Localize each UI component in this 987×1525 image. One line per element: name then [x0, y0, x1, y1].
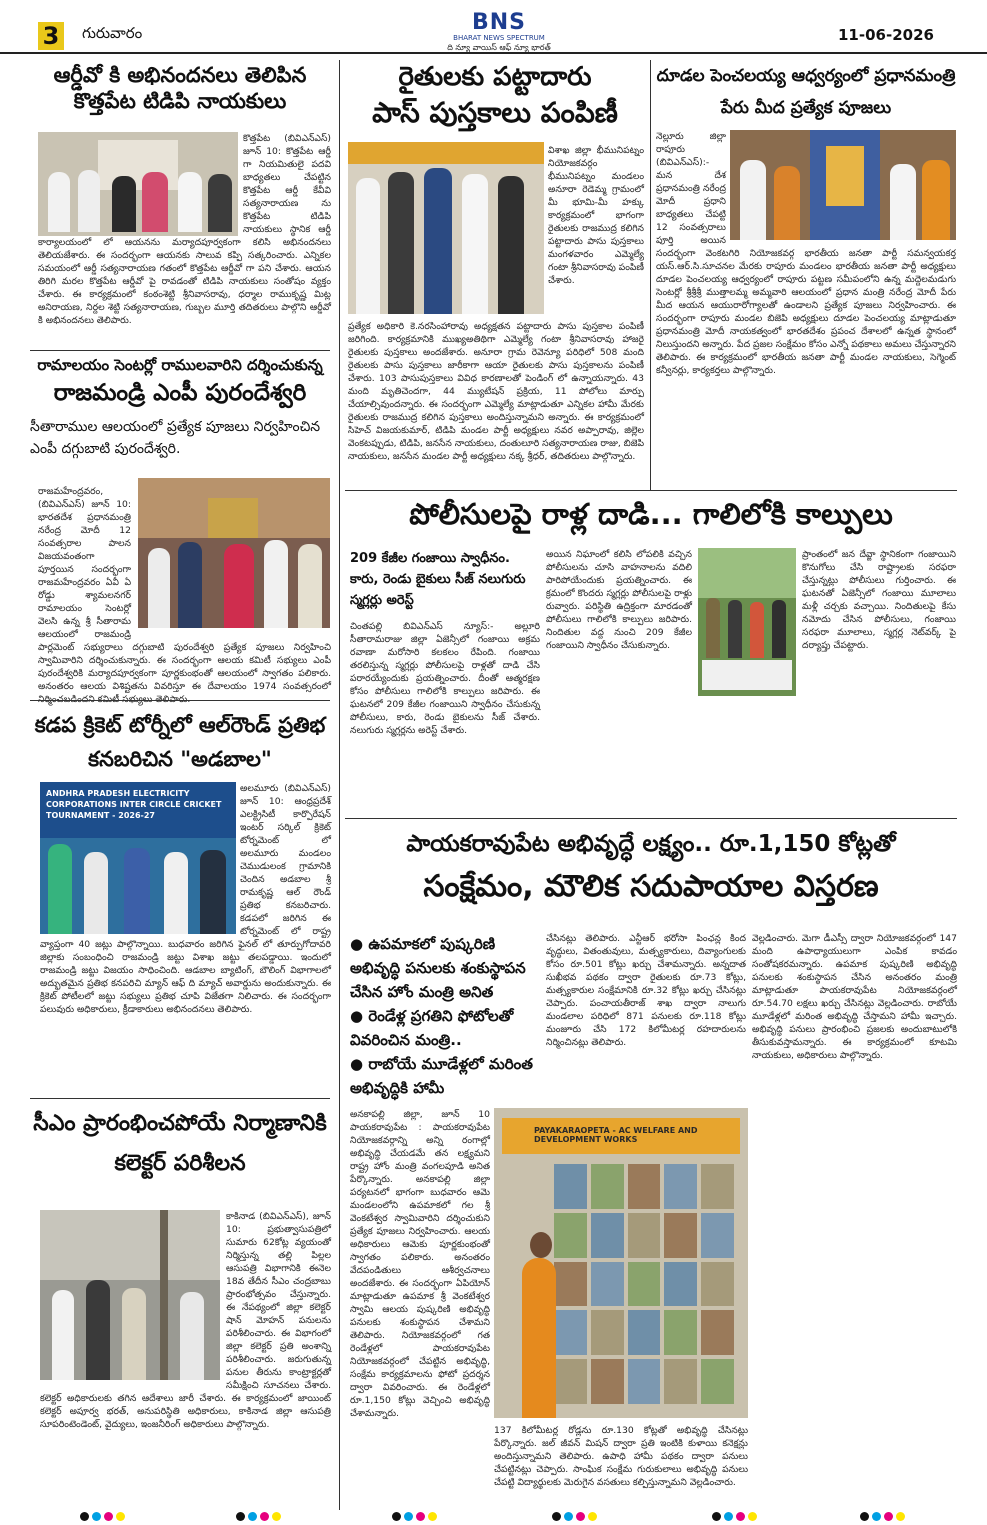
registration-dot — [884, 1512, 893, 1521]
headline: పోలీసులపై రాళ్ల దాడి... గాలిలోకి కాల్పులు — [409, 497, 893, 531]
subheadline: కారు, రెండు బైకులు సీజ్ నలుగురు స్మగ్లర్లు అరెస్ట్ — [350, 572, 526, 608]
article-police — [345, 492, 957, 536]
registration-dot — [736, 1512, 745, 1521]
article-body-top: విశాఖ జిల్లా భీమునిపట్నం నియోజకవర్గం భీమునిపట్నం మండలం అనూరా రెడెమ్మ గ్రామంలో మీ భూమి-మీ హక్కు కార్యక్రమంలో భాగంగా రైతులకు రాజముద్ర కలిగిన పట్టాదారు పాసు పుస్తకాలు మంగళవారం ఎమ్మెల్యే గంటా శ్రీనివాసరావు పంపిణీ చేశారు. — [548, 145, 644, 286]
headline: కడప క్రికెట్ టోర్నీలో ఆల్‌రౌండ్ ప్రతిభ కనబరిచిన "అడబాల" — [34, 713, 326, 771]
kicker: రామాలయం సెంటర్లో రాములవారిని దర్శించుకున్న — [37, 356, 323, 374]
article-rajahmundry — [30, 356, 330, 460]
body-text: ప్రాంతంలో జన దేవ్జా స్థానికంగా గంజాయిని కొనుగోలు చేసి రాష్ట్రాలకు సరఫరా చేస్తున్నట్లు పోలీసులు గుర్తించారు. ఈ ఘటనతో ఏజెన్సీలో గంజాయి మూలాలు మళ్లీ చర్చకు వచ్చాయి. నిందితులపై కేసు నమోదు చేసిన పోలీసులు, గంజాయి సరఫరా మూలాలు, స్మగ్లర్ల నెట్‌వర్క్ పై దర్యాప్తు చేపట్టారు. — [802, 549, 956, 651]
column-divider — [650, 60, 651, 490]
article-puja — [656, 60, 956, 124]
article-body-mid: చేసినట్లు తెలిపారు. ఎన్టీఆర్ భరోసా పింఛన్ల కింద వృద్ధులు, వితంతువులు, మత్స్యకారులు, దివ్యాంగులకు కోసం రూ.501 కోట్లు ఖర్చు చేశామన్నారు. అన్నదాత సుఖీభవ పథకం ద్వారా రైతులకు రూ.73 కోట్లు, మత్స్యకారుల సంక్షేమానికి రూ.32 కోట్లు ఖర్చు చేసినట్లు చెప్పారు. పంచాయతీరాజ్ శాఖ ద్వారా నాలుగు మండలాల పరిధిలో 871 పనులకు రూ.118 కోట్లు మంజూరు చేసి 172 కిలోమీటర్ల రహదారులను నిర్మించినట్లు తెలిపారు. — [546, 933, 746, 1048]
section-rule — [30, 700, 330, 701]
section-rule — [30, 350, 330, 351]
registration-dot — [564, 1512, 573, 1521]
bullet-item: ● రెండేళ్ల ప్రగతిని ఫోటోలతో వివరించిన మంత్రి.. — [350, 1007, 514, 1049]
article-body — [656, 130, 956, 485]
subheadline: 209 కేజీల గంజాయి స్వాధీనం. — [350, 551, 510, 566]
masthead — [0, 0, 987, 54]
article-body — [40, 1210, 331, 1500]
section-rule — [345, 490, 957, 491]
registration-marks — [236, 1512, 281, 1521]
registration-marks — [712, 1512, 757, 1521]
headline: ఆర్డీవో కి అభినందనలు తెలిపిన కొత్తపేట టిడిపి నాయకులు — [53, 63, 307, 114]
headline: రాజమండ్రి ఎంపీ పురందేశ్వరి — [53, 379, 307, 406]
body-text: రాజమహేంద్రవరం, (బివిఎన్‌ఎస్) జూన్ 10: భారతదేశ ప్రధానమంత్రి నరేంద్ర మోదీ 12 సంవత్సరాల పాలన విజయవంతంగా పూర్తయిన సందర్భంగా రాజమహేంద్రవరం ఏవీ ఏ రోడ్డు శ్యామలనగర్ రామాలయం సెంటర్లో వెలసి ఉన్న శ్రీ సీతారామ ఆలయంలో రాజమండ్రి పార్లమెంట్ సభ్యురాలు దగ్గుబాటి పురందేశ్వరి ప్రత్యేక పూజలు నిర్వహించి స్వామివారిని దర్శించుకున్నారు. ఈ సందర్భంగా ఆలయ కమిటీ సభ్యులు ఎంపీ పురందేశ్వరికి మర్యాదపూర్వకంగా పూర్ణకుంభంతో ఆలయంలో స్వాగతం పలికారు. అనంతరం ఆలయ విశిష్టతను వివరిస్తూ ఈ దేవాలయం 1974 సంవత్సరంలో — [38, 486, 331, 692]
police-subheads — [350, 548, 540, 611]
headline: సంక్షేమం, మౌలిక సదుపాయాల విస్తరణ — [423, 869, 879, 904]
bullet-item: ● ఉపమాకలో పుష్కరిణి అభివృద్ధి పనులకు శంకుస్థాపన చేసిన హోం మంత్రి అనిత — [350, 935, 526, 1001]
registration-dot — [872, 1512, 881, 1521]
registration-dot — [860, 1512, 869, 1521]
section-rule — [345, 818, 957, 819]
article-body — [40, 782, 331, 1092]
registration-dot — [588, 1512, 597, 1521]
registration-dot — [80, 1512, 89, 1521]
column-divider — [339, 490, 340, 1510]
headline: పాయకరావుపేట అభివృద్ధే లక్ష్యం.. రూ.1,150 కోట్లతో — [406, 831, 896, 857]
logo — [444, 12, 554, 52]
registration-dot — [428, 1512, 437, 1521]
article-body-right — [752, 932, 957, 1507]
payakaraopeta-bullets — [350, 932, 540, 1100]
body-text: వెల్లడించారు. మెగా డీఎస్సీ ద్వారా నియోజకవర్గంలో 147 మంది ఉపాధ్యాయులుగా ఎంపిక కావడం సంతోషకరమన్నారు. ఉపమాక పుష్కరిణి అభివృద్ధి పనులకు శంకుస్థాపన చేసిన అనంతరం మంత్రి మాట్లాడుతూ పాయకరావుపేట నియోజకవర్గంలో రూ.54.70 లక్షలు ఖర్చు చేసినట్లు వెల్లడించారు. రాబోయే మూడేళ్లలో మరింత అభివృద్ధి చేస్తామని హామీ ఇచ్చారు. అభివృద్ధి పనులు ప్రారంభించి ప్రజలకు అందుబాటులోకి తీసుకువస్తామన్నారు. ఈ కార్యక్రమంలో కూటమి నాయకులు, అధికారులు పాల్గొన్నారు. — [752, 933, 957, 1061]
registration-dot — [236, 1512, 245, 1521]
registration-dot — [248, 1512, 257, 1521]
headline: సీఎం ప్రారంభించపోయే నిర్మాణానికి కలెక్టర్ పరిశీలన — [33, 1111, 327, 1176]
registration-dot — [116, 1512, 125, 1521]
registration-marks — [552, 1512, 597, 1521]
section-rule — [30, 1098, 330, 1099]
registration-marks — [860, 1512, 905, 1521]
headline: దూడల పెంచలయ్య ఆధ్వర్యంలో ప్రధానమంత్రి పేరు మీద ప్రత్యేక పూజలు — [656, 66, 956, 118]
body-text: అలమూరు (బివిఎన్‌ఎస్) జూన్ 10: ఆంధ్రప్రదేశ్ ఎలక్ట్రిసిటీ కార్పొరేషన్ ఇంటర్ సర్కిల్ క్రికెట్ టోర్నమెంట్ లో అలమూరు మండలం చెముడులంక గ్రామానికి చెందిన అడబాల శ్రీ రామకృష్ణ ఆల్ రౌండ్ ప్రతిభ కనబరిచారు. కడపలో జరిగిన ఈ టోర్నమెంట్ లో రాష్ట్ర వ్యాప్తంగా 40 జట్లు పాల్గొన్నాయి. బుధవారం జరిగిన ఫైనల్ లో తూర్పుగోదావరి జిల్లాకు సంబంధించి రాజమండ్రి జట్టు విశాఖ జట్టు తలపడ్డాయి. ఇందులో రాజమండ్రి జట్టు విజయం సాధించింది. ఆడబాల బ్యాటింగ్, బౌలింగ్ విభాగాలలో అద్భుతమైన ప్రతిభ కనపరిచి మ్యాన్ ఆఫ్ ది మ్యాచ్ అవార్డును అందుకున్నారు. ఈ క్రికెట్ పోటీలలో జట్టు సభ్యులు ప్రతిభ చూపి విజేతగా నిలిచారు. ఈ సందర్భంగా పలువురు అధికారులు, క్రీడాకారులు అభినందనలు తెలిపారు. — [40, 783, 331, 1015]
article-body — [38, 485, 331, 695]
banner-text: ANDHRA PRADESH ELECTRICITY CORPORATIONS INTER CIRCLE CRICKET TOURNAMENT - 2026-27 — [46, 789, 222, 820]
headline: రైతులకు పట్టాదారు — [398, 62, 592, 92]
logo-tagline: ది న్యూ వాయిస్ ఆఫ్ న్యూ భారత్ — [447, 43, 551, 52]
registration-dot — [260, 1512, 269, 1521]
article-body — [38, 132, 331, 340]
article-pattadar — [345, 60, 645, 132]
photo-exhibit — [494, 1108, 748, 1418]
logo-mark: BNS — [471, 10, 527, 35]
column-divider — [339, 60, 340, 490]
registration-dot — [92, 1512, 101, 1521]
registration-marks — [392, 1512, 437, 1521]
article-body-2: అయిన నిఘాంలో కలిసి లోపలికి వచ్చిన పోలీసులను చూసి వాహనాలను వదిలి పారిపోయేందుకు ప్రయత్నించారు. ఈ క్రమంలో కొందరు స్మగ్లర్లు పోలీసులపై రాళ్లు రువ్వారు. పరిస్థితి ఉద్రిక్తంగా మారడంతో పోలీసులు గాలిలోకి కాల్పులు జరిపారు. నిందితుల వద్ద నుంచి 209 కేజీల గంజాయిని స్వాధీనం చేసుకున్నారు. — [546, 549, 692, 651]
registration-dot — [724, 1512, 733, 1521]
article-body: ప్రత్యేక అధికారి కె.నరసింహారావు అధ్యక్షతన పట్టాదారు పాసు పుస్తకాల పంపిణీ జరిగింది. కార్యక్రమానికి ముఖ్యఅతిథిగా ఎమ్మెల్యే గంటా శ్రీనివాసరావు హాజరై రైతులకు పుస్తకాలు అందజేశారు. అనూరా గ్రామ రెవెన్యూ పరిధిలో 508 మంది రైతులకు పాసు పుస్తకాలు జారీకాగా ఆయా రైతులకు పాసు పుస్తకాలను పంపిణీ చేశారు. 103 పాసుపుస్తకాలు వివిధ కారణాలతో పెండింగ్ లో ఉన్నాయన్నారు. 43 మంది మృతిచెందగా, 44 మ్యుటేషన్ ప్రక్రియ, 11 పోలోలు మార్పు చేయాల్సివుందన్నారు. ఈ సందర్భంగా ఎమ్మెల్యే మాట్లాడుతూ ఎన్నికల హామీ మేరకు రైతులకు రాజముద్ర కలిగిన పుస్తకాలు అందిస్తున్నామని అన్నారు. ఈ కార్యక్రమంలో సిహెచ్ విజయకుమార్, టిడిపి మండల పార్టీ అధ్యక్షులు నవర అప్పారావు, జిల్లెల వెంకటప్పుడు, టిడిపి, జనసేన నాయకులు, దంతులూరి సత్యనారాయణ రాజు, బిజెపి నాయకులు, జనసేన మండల పార్టీ అధ్యక్షులు నక్క శ్రీధర్, తదితరులు పాల్గొన్నారు. — [348, 321, 645, 462]
weekday: గురువారం — [82, 24, 143, 42]
body-text: కొత్తపేట (బివిఎన్‌ఎస్) జూన్ 10: కొత్తపేట ఆర్డీ గా నియమితులై పదవి బాధ్యతలు చేపట్టిన కొత్తపేట ఆర్డీ కేవీవి సత్యనారాయణ ను కొత్తపేట టిడిపి నాయకులు స్థానిక ఆర్డీ కార్యాలయంలో లో ఆయనను మర్యాదపూర్వకంగా కలిసి అభినందనలు తెలియజేశారు. ఈ సందర్భంగా ఆయనకు సాలువ కప్పి సత్కరించారు. ఎన్నికల సమయంలో ఆర్డీ సత్యనారాయణ గతంలో కొత్తపేట ఆర్డీవో గా పని చేశారు. ఆయన తిరిగి మరల కొత్తపేట ఆర్డీవో పై రావడంతో టిడిపి నాయకులు సంతోషం వ్యక్తం చేశారు. ఈ కార్యక్రమంలో కంఠంశెట్టి శ్రీనివాసరావు, ధర్మాల రాముకృష్ణ మిట్ల అనిరాయణ, నిర్దల శెట్టి సత్యనారాయణ, గుబ్బల మూర్తి తదితరులు పాల్గొని ఆర్డీవో కి అభినందనలు తెలిపారు. — [38, 133, 331, 326]
bullet-item: ● రాబోయే మూడేళ్లలో మరింత అభివృద్ధికి హామీ — [350, 1055, 533, 1097]
registration-dot — [272, 1512, 281, 1521]
registration-dot — [416, 1512, 425, 1521]
registration-dot — [712, 1512, 721, 1521]
subheadline: సీతారాముల ఆలయంలో ప్రత్యేక పూజలు నిర్వహించిన ఎంపీ దగ్గుబాటి పురందేశ్వరి. — [30, 418, 321, 457]
registration-dot — [104, 1512, 113, 1521]
page-number: 3 — [38, 22, 64, 50]
headline: పాస్ పుస్తకాలు పంపిణీ — [372, 96, 618, 129]
registration-marks — [80, 1512, 125, 1521]
photo-pattadar — [348, 142, 544, 314]
issue-date: 11-06-2026 — [838, 26, 934, 44]
body-text: కాకినాడ (బివిఎన్‌ఎస్), జూన్ 10: ప్రభుత్వాసుపత్రిలో సుమారు 62కోట్ల వ్యయంతో నిర్మిస్తున్న తల్లి పిల్లల ఆసుపత్రి విభాగానికి ఈనెల 18వ తేదీన సీఎం చంద్రబాబు ప్రారంభోత్సవం చేస్తున్నారు. ఈ నేపథ్యంలో జిల్లా కలెక్టర్ షాన్ మోహన్ పనులను పరిశీలించారు. ఈ విభాగంలో జిల్లా కలెక్టర్ ప్రతి అంశాన్ని పరిశీలించారు. జరుగుతున్న పనుల తీరును కాంట్రాక్టర్లతో సమీక్షించి సూచనలు చేశారు. కలెక్టర్ అధికారులకు తగిన ఆదేశాలు జారీ చేశారు. ఈ కార్యక్రమంలో జాయింట్ కలెక్టర్ అపూర్వ భరత్, అనుపరిస్థితి అధికారులు, కాకినాడ జిల్లా ఆసుపత్రి సూపరింటెండెంట్, వైద్యులు, ఇంజనీరింగ్ అధికారులు పాల్గొన్నారు. — [40, 1211, 331, 1430]
registration-dot — [552, 1512, 561, 1521]
registration-dot — [748, 1512, 757, 1521]
exhibit-banner: PAYAKARAOPETA - AC WELFARE AND DEVELOPMENT WORKS — [534, 1126, 698, 1144]
article-rdo — [30, 62, 330, 115]
registration-dot — [576, 1512, 585, 1521]
registration-strip — [0, 1512, 987, 1524]
registration-dot — [896, 1512, 905, 1521]
article-body-bottom: 137 కిలోమీటర్ల రోడ్లను రూ.130 కోట్లతో అభివృద్ధి చేసినట్లు పేర్కొన్నారు. జల్ జీవన్ మిషన్ ద్వారా ప్రతి ఇంటికి కుళాయి కనెక్షన్లు అందిస్తున్నామని తెలిపారు. ఉపాధి హామీ పథకం ద్వారా పనులు చేపట్టినట్లు చెప్పారు. సాంఘిక సంక్షేమ గురుకులాలు అభివృద్ధి పనులు చేపట్టి విద్యార్థులకు మెరుగైన వసతులు కల్పిస్తున్నామని వెల్లడించారు. — [494, 1425, 748, 1488]
article-payakaraopeta — [345, 824, 957, 910]
article-collector — [30, 1104, 330, 1184]
article-body-1: చింతపల్లి బివిఎన్‌ఎస్ న్యూస్:- అల్లూరి సీతారామరాజు జిల్లా ఏజెన్సీలో గంజాయి అక్రమ రవాణా మరోసారి కలకలం రేపింది. గంజాయి తరలిస్తున్న స్మగ్లర్లు పోలీసులపై రాళ్లతో దాడి చేసి పరారయ్యేందుకు ప్రయత్నించారు. దీంతో ఆత్మరక్షణ కోసం పోలీసులు గాలిలోకి కాల్పులు జరిపారు. ఈ ఘటనలో 209 కేజీల గంజాయిని స్వాధీనం చేసుకున్న పోలీసులు, కారు, రెండు బైకులను సీజ్ చేశారు. నలుగురు స్మగ్లర్లను అరెస్ట్ చేశారు. — [350, 621, 540, 736]
registration-dot — [392, 1512, 401, 1521]
logo-sub: BHARAT NEWS SPECTRUM — [453, 34, 545, 42]
article-cricket — [30, 708, 330, 776]
article-body-left: అనకాపల్లి జిల్లా, జూన్ 10 పాయకరావుపేట : పాయకరావుపేట నియోజకవర్గాన్ని అన్ని రంగాల్లో అభివృద్ధి చేయడమే తన లక్ష్యమని రాష్ట్ర హోం మంత్రి వంగలపూడి అనిత పేర్కొన్నారు. అనకాపల్లి జిల్లా పర్యటనలో భాగంగా బుధవారం ఆమె మండలంలోని ఉపమాకలో గల శ్రీ వెంకటేశ్వర స్వామివారిని దర్శించుకుని ప్రత్యేక పూజలు నిర్వహించారు. ఆలయ అధికారులు ఆమెకు పూర్ణకుంభంతో స్వాగతం పలికారు. అనంతరం వేదపండితులు ఆశీర్వచనాలు అందజేశారు. ఈ సందర్భంగా ఏపియోన్ మాట్లాడుతూ ఉపమాక శ్రీ వెంకటేశ్వర స్వామి ఆలయ పుష్కరిణి అభివృద్ధి పనులకు శంకుస్థాపన చేశామని తెలిపారు. నియోజకవర్గంలో గత రెండేళ్లలో పాయకరావుపేట నియోజకవర్గంలో చేపట్టిన అభివృద్ధి, సంక్షేమ కార్యక్రమాలను ఫోటో ప్రదర్శన ద్వారా వివరించారు. ఈ రెండేళ్లలో రూ.1,150 కోట్లు వెచ్చించి అభివృద్ధి చేశామన్నారు. — [350, 1109, 490, 1419]
registration-dot — [404, 1512, 413, 1521]
body-text: నెల్లూరు జిల్లా రాపూరు (బివిఎన్‌ఎస్):- మన దేశ ప్రధానమంత్రి నరేంద్ర మోదీ ప్రధాని బాధ్యతలు చేపట్టి 12 సంవత్సరాలు పూర్తి అయిన సందర్భంగా వెంకటగిరి నియోజకవర్గ భారతీయ జనతా పార్టీ సమన్వయకర్త యస్.ఆర్.సి.సూచనల మేరకు రాపూరు మండలం భారతీయ జనతా పార్టీ అధ్యక్షులు దూడల పెంచలయ్య ఆధ్వర్యంలో రాపూరు పట్టణ సమీపంలోని ఉన్న మద్దెలమడుగు సెంటర్లో శ్రీశ్రీశ్రీ ముత్తాలమ్మ అమ్మవారి ఆలయంలో ప్రధాన మంత్రి నరేంద్ర మోదీ పేరు మీద ఆయన ఆయురారోగ్యాలతో ఉండాలని ప్రత్యేక పూజలు నిర్వహించారు. ఈ సందర్భంగా రాపూరు మండల బిజెపి అధ్యక్షులు దూడల పెంచలయ్య మాట్లాడుతూ ప్రధానమంత్రి మోదీ నాయకత్వంలో భారతదేశం ప్రపంచ దేశాలలో ఉన్నత స్థానంలో నిలుస్తుందని అన్నారు. పేద ప్రజల సంక్షేమం కోసం ఎన్నో పథకాలు అమలు చేస్తున్నారని తెలిపారు. ఈ కార్యక్రమంలో భారతీయ జనతా పార్టీ మండల నాయకులు, సెగ్మెంట్ కన్వీనర్లు, కార్యకర్తలు పాల్గొన్నారు. — [656, 131, 956, 376]
article-body-3 — [698, 548, 956, 810]
